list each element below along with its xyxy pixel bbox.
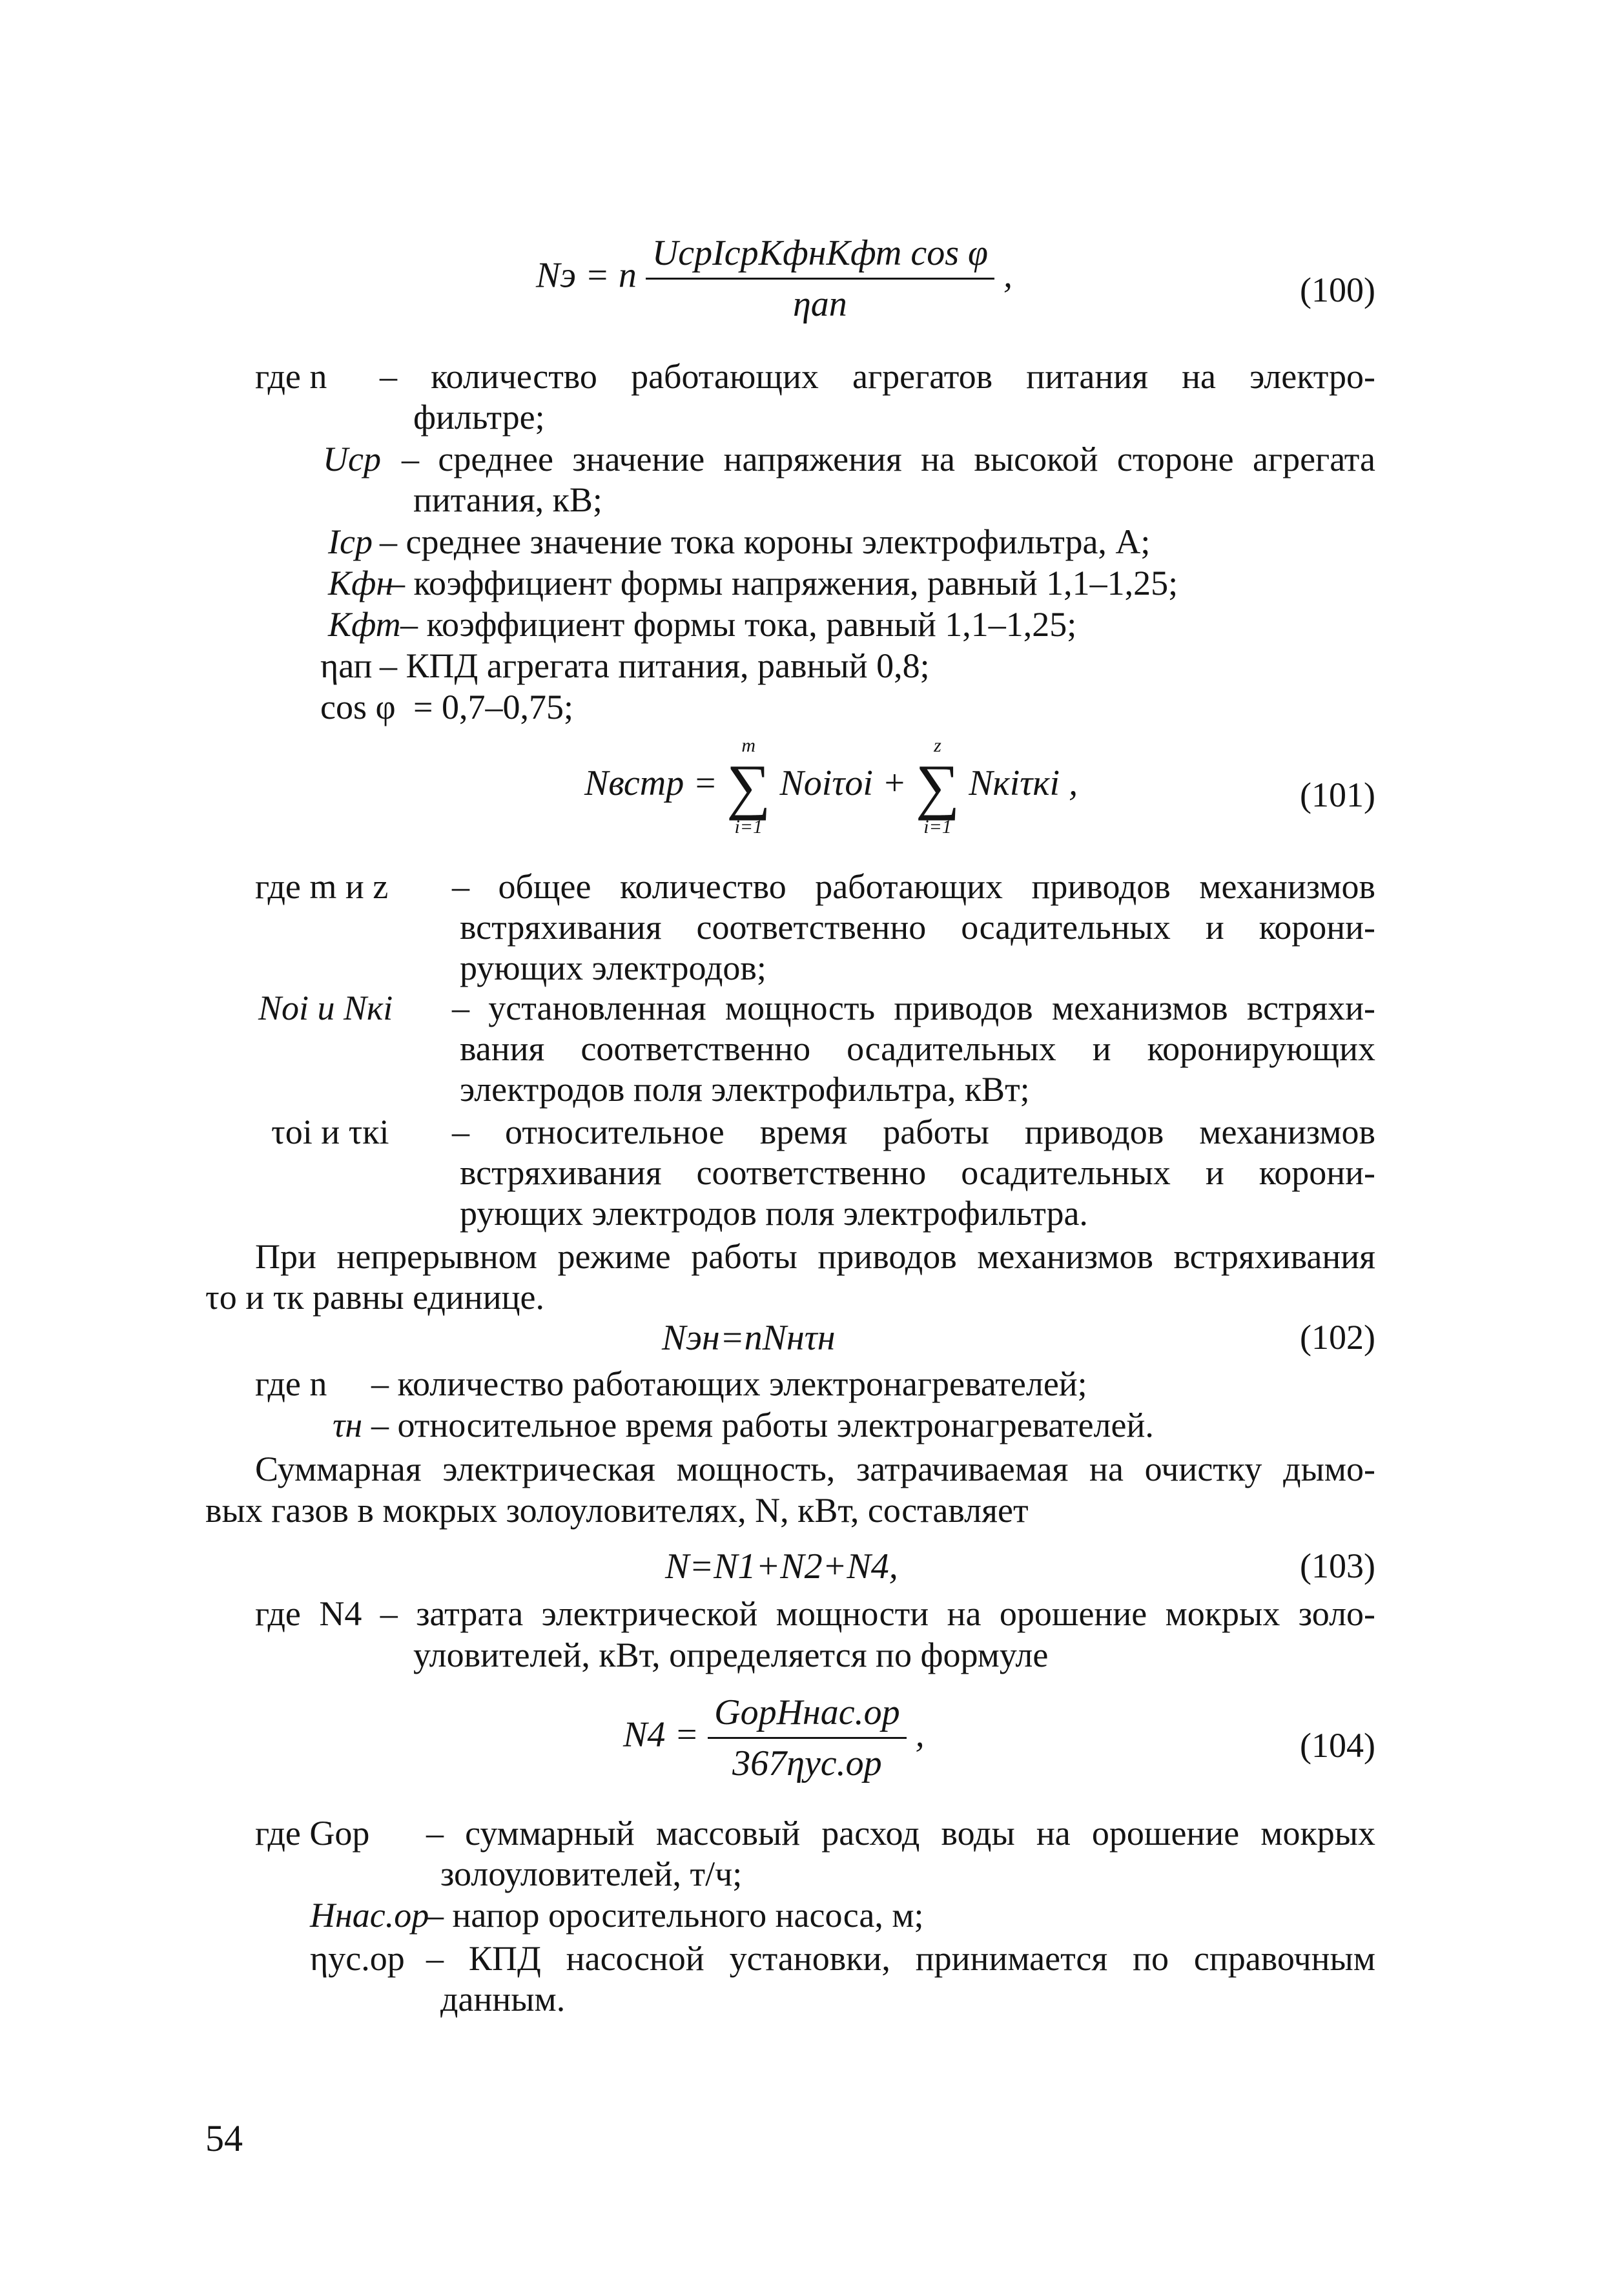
equation-100-fraction xyxy=(646,232,994,325)
definition-noi-nki-symbol: Nоi и Nкi xyxy=(258,989,393,1027)
definition-kft-symbol: Kфт xyxy=(328,605,401,644)
equation-104-numerator: GорHнас.ор xyxy=(708,1692,907,1739)
definition-m-z-text-3: рующих электродов; xyxy=(460,949,766,987)
equation-104-number: (104) xyxy=(1300,1726,1375,1765)
equation-104-comma: , xyxy=(915,1714,925,1755)
equation-100 xyxy=(536,232,1012,325)
sum-2-lower-limit: i=1 xyxy=(923,816,952,837)
paragraph-continuous-line-1: При непрерывном режиме работы приводов механизмов встряхивания xyxy=(255,1237,1375,1276)
definition-h-nas-text: – напор оросительного насоса, м; xyxy=(426,1896,924,1935)
equation-104-denominator: 367ηус.ор xyxy=(732,1743,882,1783)
definition-tau-heaters-text: – относительное время работы электронагревателей. xyxy=(371,1406,1154,1444)
equation-100-comma: , xyxy=(1003,255,1012,296)
definition-n-heaters-symbol: где n xyxy=(255,1364,327,1403)
definition-noi-nki-text-1: – установленная мощность приводов механизмов встряхи- xyxy=(452,989,1375,1027)
equation-104-fraction xyxy=(708,1692,907,1784)
page-number: 54 xyxy=(205,2117,243,2159)
sum-2-upper-limit: z xyxy=(934,735,941,756)
equation-101-sum-2 xyxy=(916,736,960,837)
definition-kft-text: – коэффициент формы тока, равный 1,1–1,25; xyxy=(400,605,1077,644)
definition-g-or-text-2: золоуловителей, т/ч; xyxy=(440,1854,743,1893)
definition-tau-symbol: τоi и τкi xyxy=(271,1113,389,1151)
definition-eta-us-text-1: – КПД насосной установки, принимается по справочным xyxy=(426,1939,1375,1978)
definition-n-symbol: где n xyxy=(255,357,327,396)
equation-103: N=N1+N2+N4, xyxy=(665,1546,898,1587)
definition-n4-line-1: где N4 – затрата электрической мощности на орошение мокрых золо- xyxy=(255,1594,1375,1633)
definition-h-nas-symbol: Hнас.ор xyxy=(310,1896,429,1935)
equation-101-term-1: Nоiτоi + xyxy=(779,763,907,803)
definition-kfn-text: – коэффициент формы напряжения, равный 1,1–1,25; xyxy=(387,564,1178,602)
definition-n-text-cont: фильтре; xyxy=(413,398,545,436)
definition-ucp-text: – среднее значение напряжения на высокой стороне агрегата xyxy=(402,440,1375,478)
definition-tau-text-3: рующих электродов поля электрофильтра. xyxy=(460,1194,1088,1233)
equation-101-lhs: Nвстр = xyxy=(584,763,718,803)
definition-n4-line-2: уловителей, кВт, определяется по формуле xyxy=(413,1636,1049,1674)
definition-icp-symbol: Iср xyxy=(328,522,373,561)
equation-100-denominator: ηап xyxy=(793,284,847,324)
sum-2-sigma-icon: ∑ xyxy=(915,752,960,821)
definition-g-or-symbol: где Gор xyxy=(255,1814,370,1853)
equation-100-lhs: Nэ = n xyxy=(536,255,637,296)
equation-102: Nэн=nNнτн xyxy=(662,1318,836,1358)
definition-m-z-symbol: где m и z xyxy=(255,867,389,906)
equation-101-number: (101) xyxy=(1300,775,1375,814)
equation-104 xyxy=(623,1692,925,1784)
equation-101-term-2: Nкiτкi , xyxy=(969,763,1078,803)
definition-n-heaters-text: – количество работающих электронагревателей; xyxy=(371,1364,1087,1403)
sum-1-sigma-icon: ∑ xyxy=(726,752,771,821)
paragraph-continuous-line-2: τо и τк равны единице. xyxy=(205,1278,544,1317)
equation-104-lhs: N4 = xyxy=(623,1714,699,1755)
paragraph-total-line-1: Суммарная электрическая мощность, затрачиваемая на очистку дымо- xyxy=(255,1450,1375,1488)
definition-m-z-text-2: встряхивания соответственно осадительных и корони- xyxy=(460,908,1375,947)
definition-tau-text-1: – относительное время работы приводов механизмов xyxy=(452,1113,1375,1151)
definition-cos-phi-symbol: cos φ xyxy=(320,688,396,726)
definition-ucp-text-cont: питания, кВ; xyxy=(413,480,602,519)
equation-100-number: (100) xyxy=(1300,271,1375,309)
definition-n-text: – количество работающих агрегатов питания на электро- xyxy=(380,357,1375,396)
sum-1-lower-limit: i=1 xyxy=(734,816,763,837)
equation-102-number: (102) xyxy=(1300,1318,1375,1357)
definition-eta-ap-symbol: ηап xyxy=(320,646,373,685)
definition-eta-us-symbol: ηус.ор xyxy=(310,1939,405,1978)
definition-eta-ap-text: – КПД агрегата питания, равный 0,8; xyxy=(380,646,930,685)
equation-100-numerator: UсрIсрKфнKфт cos φ xyxy=(646,232,994,280)
definition-kfn-symbol: Kфн xyxy=(328,564,394,602)
definition-g-or-text-1: – суммарный массовый расход воды на орошение мокрых xyxy=(426,1814,1375,1853)
definition-tau-text-2: встряхивания соответственно осадительных и корони- xyxy=(460,1153,1375,1192)
paragraph-total-line-2: вых газов в мокрых золоуловителях, N, кВт, составляет xyxy=(205,1491,1029,1530)
equation-103-number: (103) xyxy=(1300,1546,1375,1585)
definition-noi-nki-text-2: вания соответственно осадительных и коронирующих xyxy=(460,1029,1375,1068)
definition-eta-us-text-2: данным. xyxy=(440,1980,566,2018)
equation-101-sum-1 xyxy=(726,736,770,837)
definition-icp-text: – среднее значение тока короны электрофильтра, А; xyxy=(380,522,1151,561)
definition-tau-heaters-symbol: τн xyxy=(333,1406,363,1444)
sum-1-upper-limit: m xyxy=(741,735,756,756)
equation-101 xyxy=(584,736,1078,837)
definition-m-z-text-1: – общее количество работающих приводов механизмов xyxy=(452,867,1375,906)
definition-noi-nki-text-3: электродов поля электрофильтра, кВт; xyxy=(460,1070,1030,1109)
definition-ucp-symbol: Uср xyxy=(323,440,381,478)
definition-cos-phi-text: = 0,7–0,75; xyxy=(413,688,573,726)
